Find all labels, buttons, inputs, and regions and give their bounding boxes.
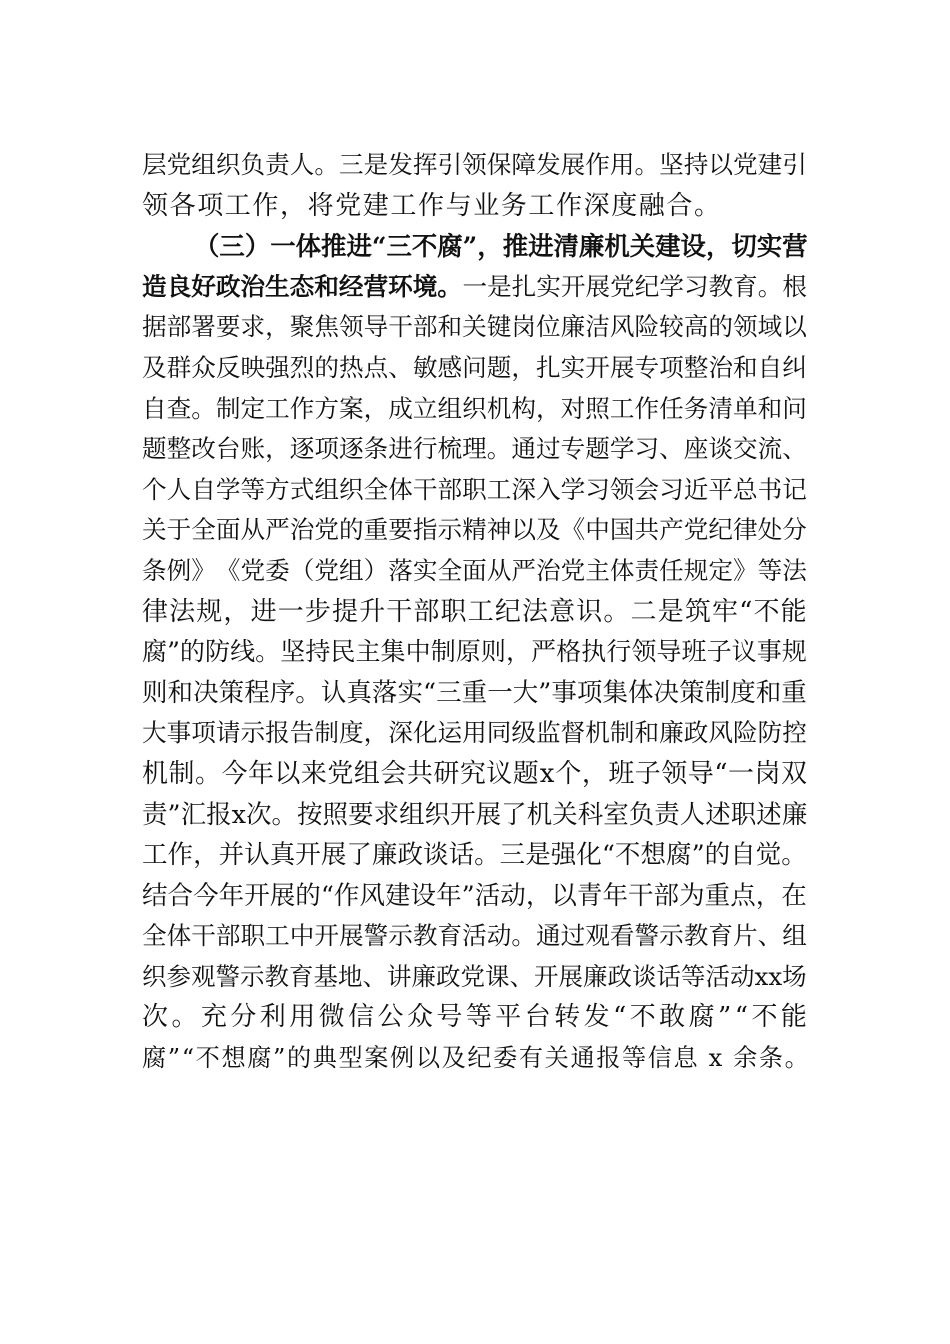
line-text: 律 法 规 ， 进 一 步 提 升 干 部 职 工 纪 法 意 识 。 二 是 筑 牢 “ 不 能 bbox=[142, 596, 807, 627]
text-line bbox=[142, 754, 807, 795]
text-line bbox=[142, 267, 807, 308]
text-line bbox=[142, 348, 807, 389]
text-line bbox=[142, 916, 807, 957]
line-text: 领各项工作，将党建工作与业务工作深度融合。 bbox=[142, 190, 722, 221]
text-line bbox=[142, 632, 807, 673]
text-line bbox=[142, 997, 807, 1038]
line-text: 结 合 今 年 开 展 的 “ 作 风 建 设 年 ” 活 动 ， 以 青 年 干 部 为 重 点 ， 在 bbox=[142, 880, 807, 911]
text-line bbox=[142, 470, 807, 511]
text-line bbox=[142, 186, 807, 227]
line-text: 据 部 署 要 求 ， 聚 焦 领 导 干 部 和 关 键 岗 位 廉 洁 风 险 较 高 的 领 域 以 bbox=[142, 312, 807, 342]
line-text: 个 人 自 学 等 方 式 组 织 全 体 干 部 职 工 深 入 学 习 领 会 习 近 平 总 书 记 bbox=[142, 474, 807, 504]
line-text: 大 事 项 请 示 报 告 制 度 ， 深 化 运 用 同 级 监 督 机 制 和 廉 政 风 险 防 控 bbox=[142, 718, 807, 748]
line-text: 层 党 组 织 负 责 人 。 三 是 发 挥 引 领 保 障 发 展 作 用 。 坚 持 以 党 建 引 bbox=[142, 150, 807, 179]
text-line bbox=[142, 957, 807, 998]
line-text: 腐 ” 的 防 线 。 坚 持 民 主 集 中 制 原 则 ， 严 格 执 行 领 导 班 子 议 事 规 bbox=[142, 637, 807, 667]
text-line bbox=[142, 307, 807, 348]
text-line bbox=[142, 510, 807, 551]
text-line bbox=[142, 713, 807, 754]
line-text: 织 参 观 警 示 教 育 基 地 、 讲 廉 政 党 课 、 开 展 廉 政 谈 话 等 活 动 x x 场 bbox=[142, 961, 807, 991]
text-line bbox=[142, 1038, 811, 1079]
section-heading-text: （三）一体推进“三不腐”，推进清廉机关建设，切实营 bbox=[194, 231, 808, 262]
line-text: 责 ” 汇 报 x 次 。 按 照 要 求 组 织 开 展 了 机 关 科 室 负 责 人 述 职 述 廉 bbox=[142, 799, 808, 830]
text-line bbox=[142, 592, 807, 633]
body-text bbox=[142, 145, 811, 1079]
text-line bbox=[142, 835, 807, 876]
text-line bbox=[142, 429, 807, 470]
line-text: 则 和 决 策 程 序 。 认 真 落 实 “ 三 重 一 大 ” 事 项 集 体 决 策 制 度 和 重 bbox=[142, 677, 807, 708]
text-line bbox=[142, 389, 807, 430]
line-text: 题 整 改 台 账 ， 逐 项 逐 条 进 行 梳 理 。 通 过 专 题 学 习 、 座 谈 交 流 、 bbox=[142, 434, 807, 464]
line-text: 一是扎实开展党纪学习教育。根 bbox=[462, 271, 807, 301]
line-text: 次 。 充 分 利 用 微 信 公 众 号 等 平 台 转 发 “ 不 敢 腐 ” “ 不 能 bbox=[142, 1002, 807, 1033]
text-line bbox=[142, 551, 807, 592]
line-text: 条 例 》 《 党 委 （ 党 组 ） 落 实 全 面 从 严 治 党 主 体 责 任 规 定 》 等 法 bbox=[142, 555, 807, 585]
line-text: 腐”“不想腐”的典型案例以及纪委有关通报等信息 x 余条。 bbox=[142, 1044, 811, 1073]
text-line bbox=[142, 145, 807, 186]
line-text: 全 体 干 部 职 工 中 开 展 警 示 教 育 活 动 。 通 过 观 看 警 示 教 育 片 、 组 bbox=[142, 921, 807, 951]
line-text: 及 群 众 反 映 强 烈 的 热 点 、 敏 感 问 题 ， 扎 实 开 展 专 项 整 治 和 自 纠 bbox=[142, 352, 807, 382]
line-text: 工 作 ， 并 认 真 开 展 了 廉 政 谈 话 。 三 是 强 化 “ 不 想 腐 ” 的 自 觉 。 bbox=[142, 840, 807, 871]
section-heading-line bbox=[142, 226, 807, 267]
text-line bbox=[142, 795, 807, 836]
text-line bbox=[142, 673, 807, 714]
line-text: 自 查 。 制 定 工 作 方 案 ， 成 立 组 织 机 构 ， 对 照 工 作 任 务 清 单 和 问 bbox=[142, 393, 807, 423]
line-text: 机 制 。 今 年 以 来 党 组 会 共 研 究 议 题 x 个 ， 班 子 领 导 “ 一 岗 双 bbox=[142, 758, 807, 789]
text-line bbox=[142, 876, 807, 917]
line-text: 关 于 全 面 从 严 治 党 的 重 要 指 示 精 神 以 及 《 中 国 共 产 党 纪 律 处 分 bbox=[142, 515, 807, 545]
section-heading-text: 造良好政治生态和经营环境。 bbox=[142, 271, 462, 301]
